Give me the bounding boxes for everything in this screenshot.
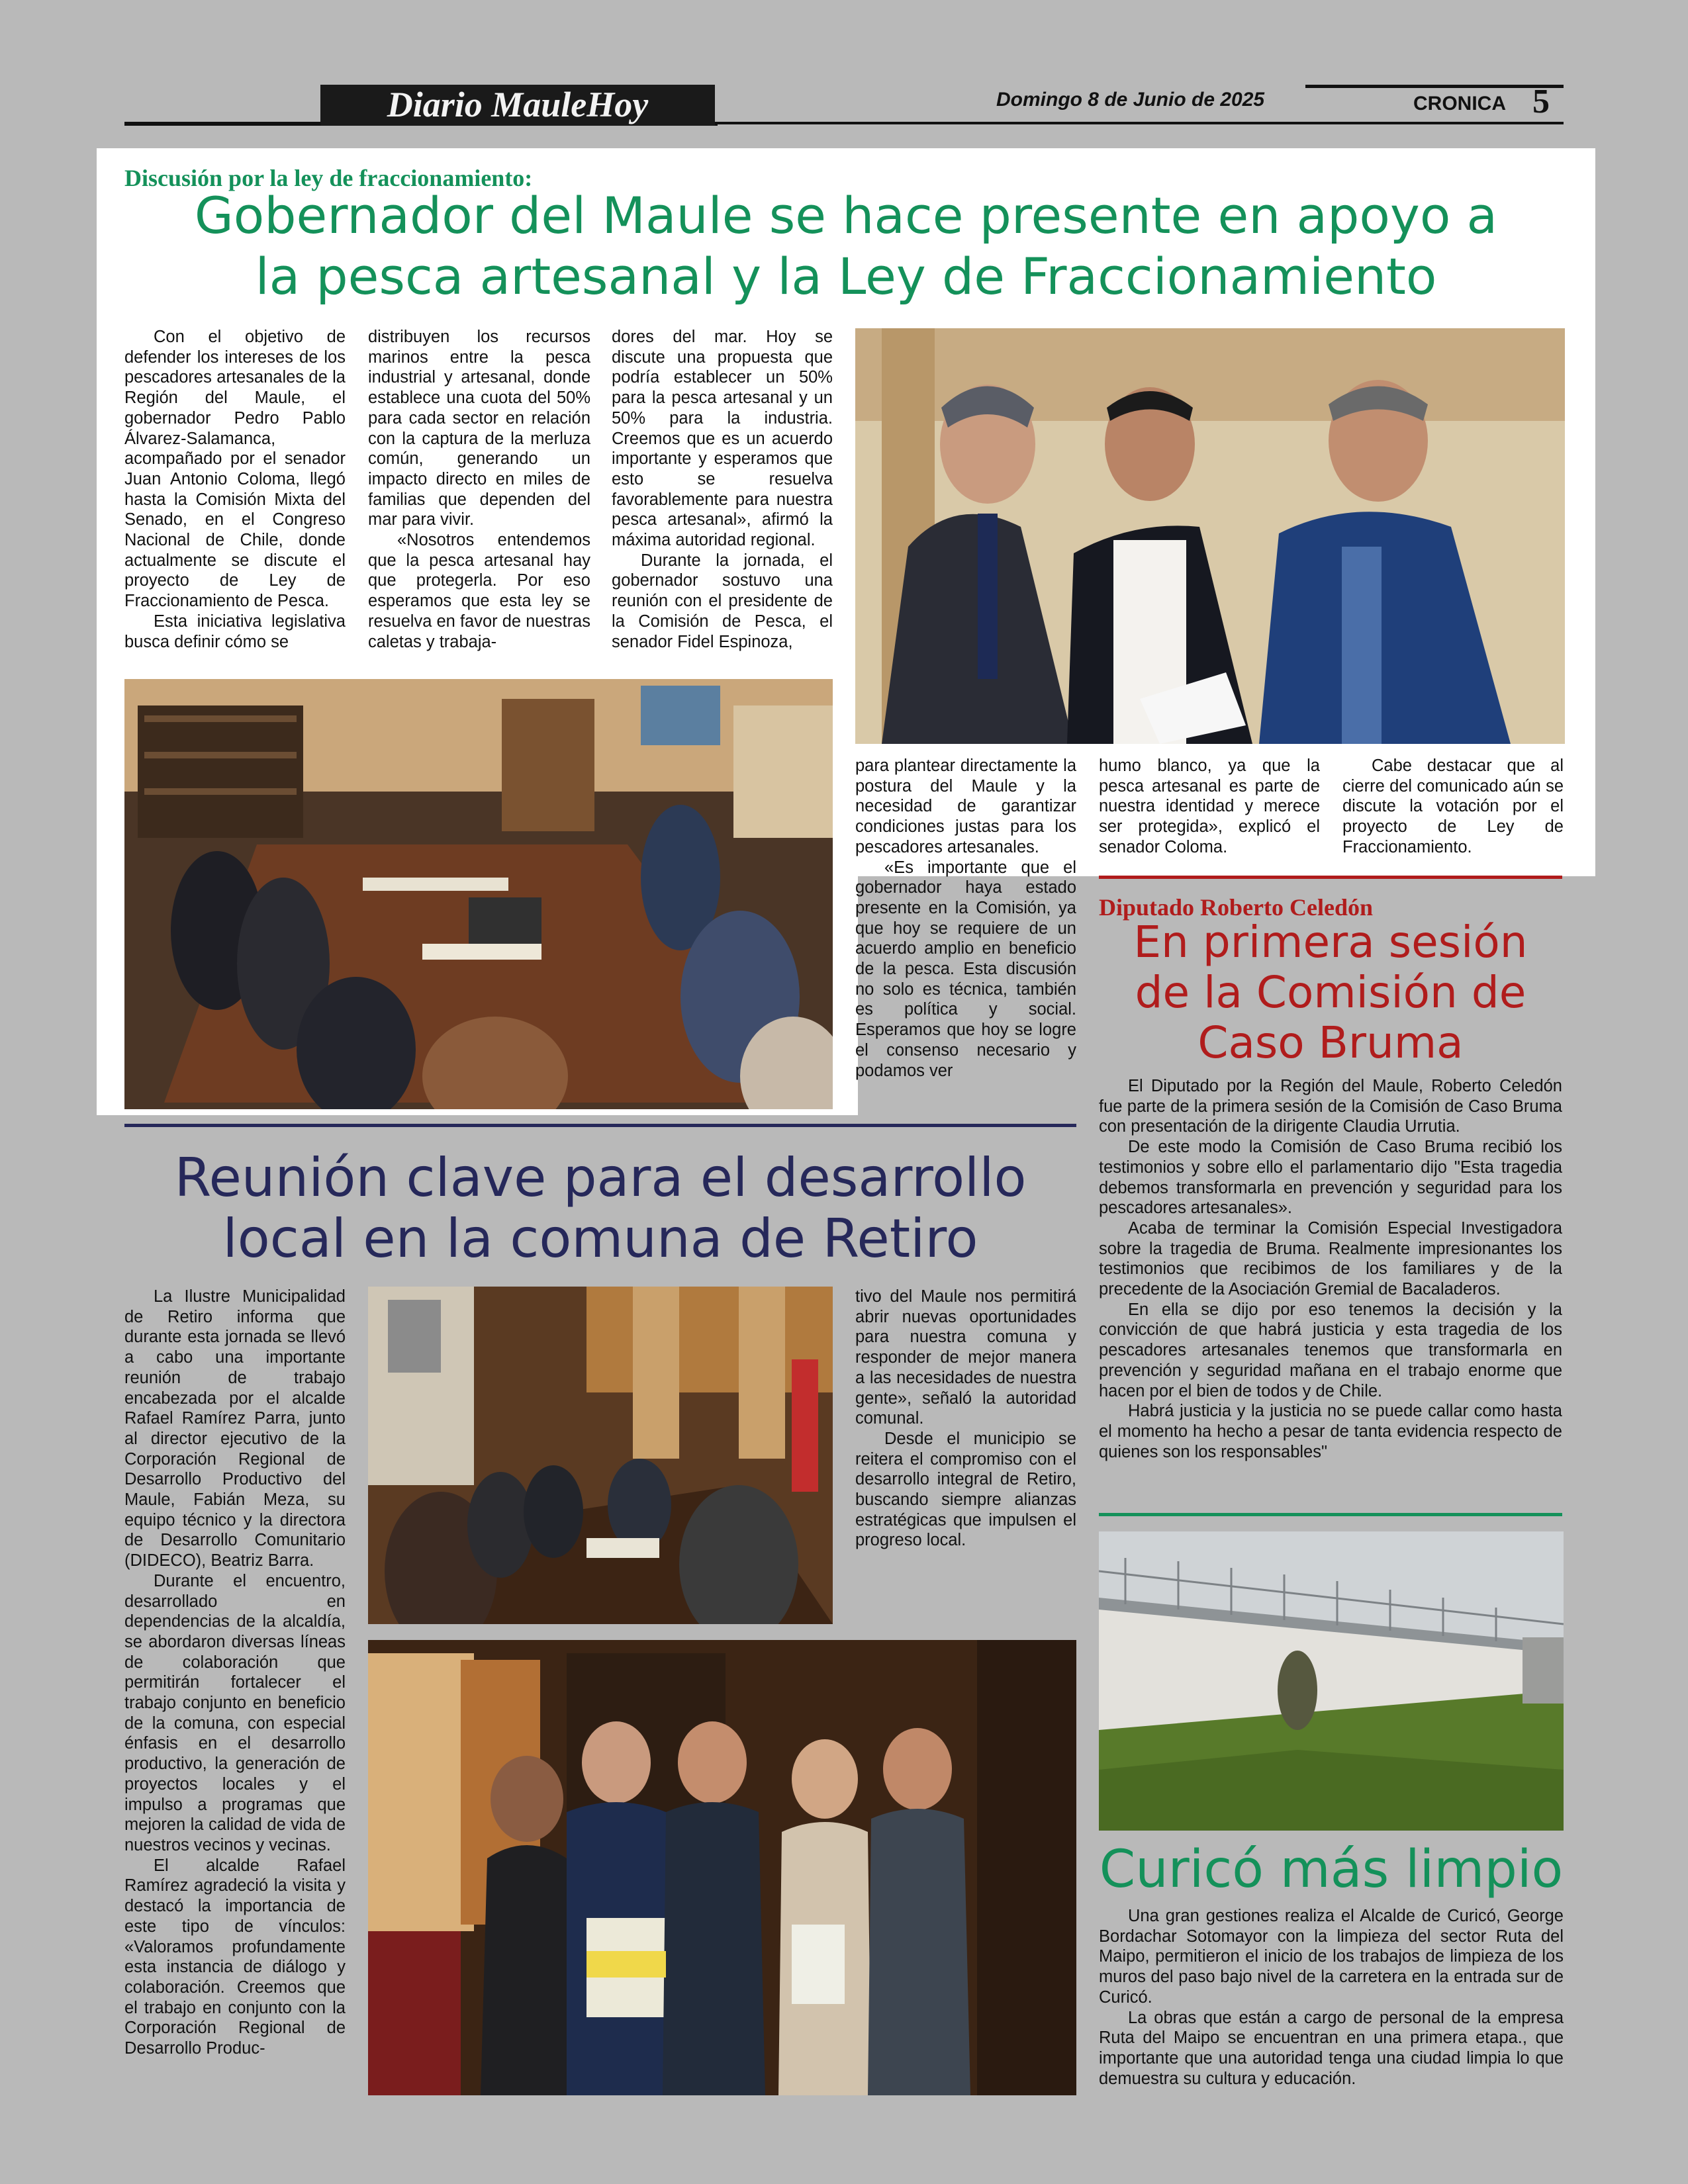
bruma-headline: [1099, 917, 1562, 1068]
article-column-5: [1099, 756, 1320, 858]
retiro-column-2: [855, 1287, 1076, 1551]
curico-body: [1099, 1906, 1564, 2089]
paragraph: para plantear directamente la postura del Maule y la necesidad de garantizar condiciones justas para los pescadores artesanales.: [855, 756, 1076, 856]
paragraph: Durante la jornada, el gobernador sostuvo una reunión con el presidente de la Comisión de Pesca, el senador Fidel Espinoza,: [612, 551, 833, 651]
article-kicker: Discusión por la ley de fraccionamiento:: [124, 165, 533, 191]
photo-retiro-group: [368, 1640, 1076, 2095]
paragraph: Con el objetivo de defender los intereses de los pescadores artesanales de la Región del Maule, el gobernador Pedro Pablo Álvarez-Salamanca, acompañado por el senador Juan Antonio Coloma, llegó hasta la Comisión Mixta del Senado, en el Congreso Nacional de Chile, donde actualmente se discute el proyecto de Ley de Fraccionamiento de Pesca.: [124, 328, 346, 611]
paragraph: tivo del Maule nos permitirá abrir nuevas oportunidades para nuestra comuna y responder de mejor manera a las necesidades de nuestra gente», señaló la autoridad comunal.: [855, 1287, 1076, 1428]
paragraph: «Nosotros entendemos que la pesca artesanal hay que protegerla. Por eso esperamos que esta ley se resuelva en favor de nuestras caletas y trabaja-: [368, 531, 590, 651]
retiro-column-1: [124, 1287, 346, 2059]
headline-line-1: En primera sesión: [1133, 917, 1528, 968]
bruma-bottom-rule: [1099, 1513, 1562, 1516]
headline-line-3: Caso Bruma: [1197, 1017, 1464, 1068]
headline-line-2: local en la comuna de Retiro: [222, 1208, 978, 1269]
photo-commission-meeting: [124, 679, 833, 1109]
article-column-4: [855, 756, 1076, 1081]
paragraph: El alcalde Rafael Ramírez agradeció la visita y destacó la importancia de este tipo de vínculos: «Valoramos profundamente esta instancia de diálogo y colaboración. Creemos que el trabajo en conjunto con la Corporación Regional de Desarrollo Produc-: [124, 1856, 346, 2058]
curico-headline: Curicó más limpio: [1099, 1840, 1564, 1899]
paragraph: El Diputado por la Región del Maule, Roberto Celedón fue parte de la primera sesión de la Comisión de Caso Bruma con presentación de la dirigente Claudia Urrutia.: [1099, 1077, 1562, 1136]
retiro-headline: [124, 1148, 1076, 1269]
paragraph: La obras que están a cargo de personal de la empresa Ruta del Maipo se encuentran en una primera etapa., que importante que una autoridad tenga una ciudad limpia lo que demuestra su cultura y educación.: [1099, 2008, 1564, 2088]
page-number: 5: [1532, 83, 1550, 120]
paragraph: Esta iniciativa legislativa busca definir cómo se: [124, 612, 346, 651]
article-column-6: [1342, 756, 1564, 858]
bruma-kicker: Diputado Roberto Celedón: [1099, 894, 1374, 921]
retiro-top-rule: [124, 1124, 1076, 1127]
headline-line-2: de la Comisión de: [1135, 967, 1526, 1018]
article-column-2: [368, 327, 590, 652]
paragraph: dores del mar. Hoy se discute una propuesta que podría establecer un 50% para la pesca artesanal y un 50% para la industria. Creemos que es un acuerdo importante y esperamos que esto se resuelva favorablemente para nuestra pesca artesanal», afirmó la máxima autoridad regional.: [612, 328, 833, 550]
paragraph: Durante el encuentro, desarrollado en dependencias de la alcaldía, se abordaron diversas líneas de colaboración que permitirán fortalecer el trabajo conjunto en beneficio de la comuna, con especial énfasis en el desarrollo productivo, la generación de proyectos locales y el impulso a programas que mejoren la calidad de vida de nuestros vecinos y vecinas.: [124, 1571, 346, 1854]
paragraph: humo blanco, ya que la pesca artesanal es parte de nuestra identidad y merece ser protegida», explicó el senador Coloma.: [1099, 756, 1320, 856]
paper-name: Diario MauleHoy: [320, 85, 715, 126]
masthead-rule-right-top: [1305, 85, 1564, 88]
issue-date: Domingo 8 de Junio de 2025: [996, 89, 1265, 111]
paragraph: La Ilustre Municipalidad de Retiro informa que durante esta jornada se llevó a cabo una importante reunión de trabajo encabezada por el alcalde Rafael Ramírez Parra, junto al director ejecutivo de la Corporación Regional de Desarrollo Productivo del Maule, Fabián Meza, su equipo técnico y la directora de Desarrollo Comunitario (DIDECO), Beatriz Barra.: [124, 1287, 346, 1570]
paragraph: Habrá justicia y la justicia no se puede callar como hasta el momento ha hecho a pesar de tanta evidencia respecto de quienes son los responsables": [1099, 1402, 1562, 1461]
photo-curico-underpass: [1099, 1531, 1564, 1831]
photo-three-officials: [855, 328, 1565, 744]
bruma-body: [1099, 1076, 1562, 1462]
headline-line-1: Gobernador del Maule se hace presente en apoyo a: [194, 186, 1498, 245]
headline-line-2: la pesca artesanal y la Ley de Fraccionamiento: [255, 247, 1437, 306]
paragraph: En ella se dijo por eso tenemos la decisión y la convicción de que habrá justicia y esta tragedia de los pescadores artesanales tenemos que transformarla en prevención y seguridad mañana en el trabajo enorme que hacen por el bien de todos y de Chile.: [1099, 1300, 1562, 1400]
paragraph: Una gran gestiones realiza el Alcalde de Curicó, George Bordachar Sotomayor con la limpieza del sector Ruta del Maipo, permitieron el inicio de los trabajos de limpieza de los muros del paso bajo nivel de la carretera en la entrada sur de Curicó.: [1099, 1907, 1564, 2007]
paragraph: distribuyen los recursos marinos entre la pesca industrial y artesanal, donde establece una cuota del 50% para cada sector en relación con la captura de la merluza común, generando un impacto directo en miles de familias que dependen del mar para vivir.: [368, 328, 590, 529]
article-headline: [99, 185, 1593, 307]
photo-retiro-meeting: [368, 1287, 833, 1624]
bruma-top-rule: [1099, 876, 1562, 879]
paragraph: De este modo la Comisión de Caso Bruma recibió los testimonios y sobre ello el parlamentario dijo "Esta tragedia debemos transformarla en prevención y seguridad para los pescadores artesanales».: [1099, 1138, 1562, 1218]
paragraph: Cabe destacar que al cierre del comunicado aún se discute la votación por el proyecto de Ley de Fraccionamiento.: [1342, 756, 1564, 856]
paragraph: «Es importante que el gobernador haya estado presente en la Comisión, ya que hoy se requiere de un acuerdo amplio en beneficio de la pesca. Esta discusión no solo es técnica, también es política y social. Esperamos que hoy se logre el consenso necesario y podamos ver: [855, 858, 1076, 1080]
section-name: CRONICA: [1413, 93, 1506, 114]
article-column-1: [124, 327, 346, 652]
headline-line-1: Reunión clave para el desarrollo: [174, 1147, 1027, 1208]
paragraph: Acaba de terminar la Comisión Especial Investigadora sobre la tragedia de Bruma. Realmente impresionantes los testimonios que recibimos de los familiares y de la precedente de la Asociación Gremial de Bacaladeros.: [1099, 1218, 1562, 1299]
paragraph: Desde el municipio se reitera el compromiso con el desarrollo integral de Retiro, buscando siempre alianzas estratégicas que impulsen el progreso local.: [855, 1429, 1076, 1550]
masthead-rule-bottom: [718, 122, 1564, 124]
article-column-3: [612, 327, 833, 652]
